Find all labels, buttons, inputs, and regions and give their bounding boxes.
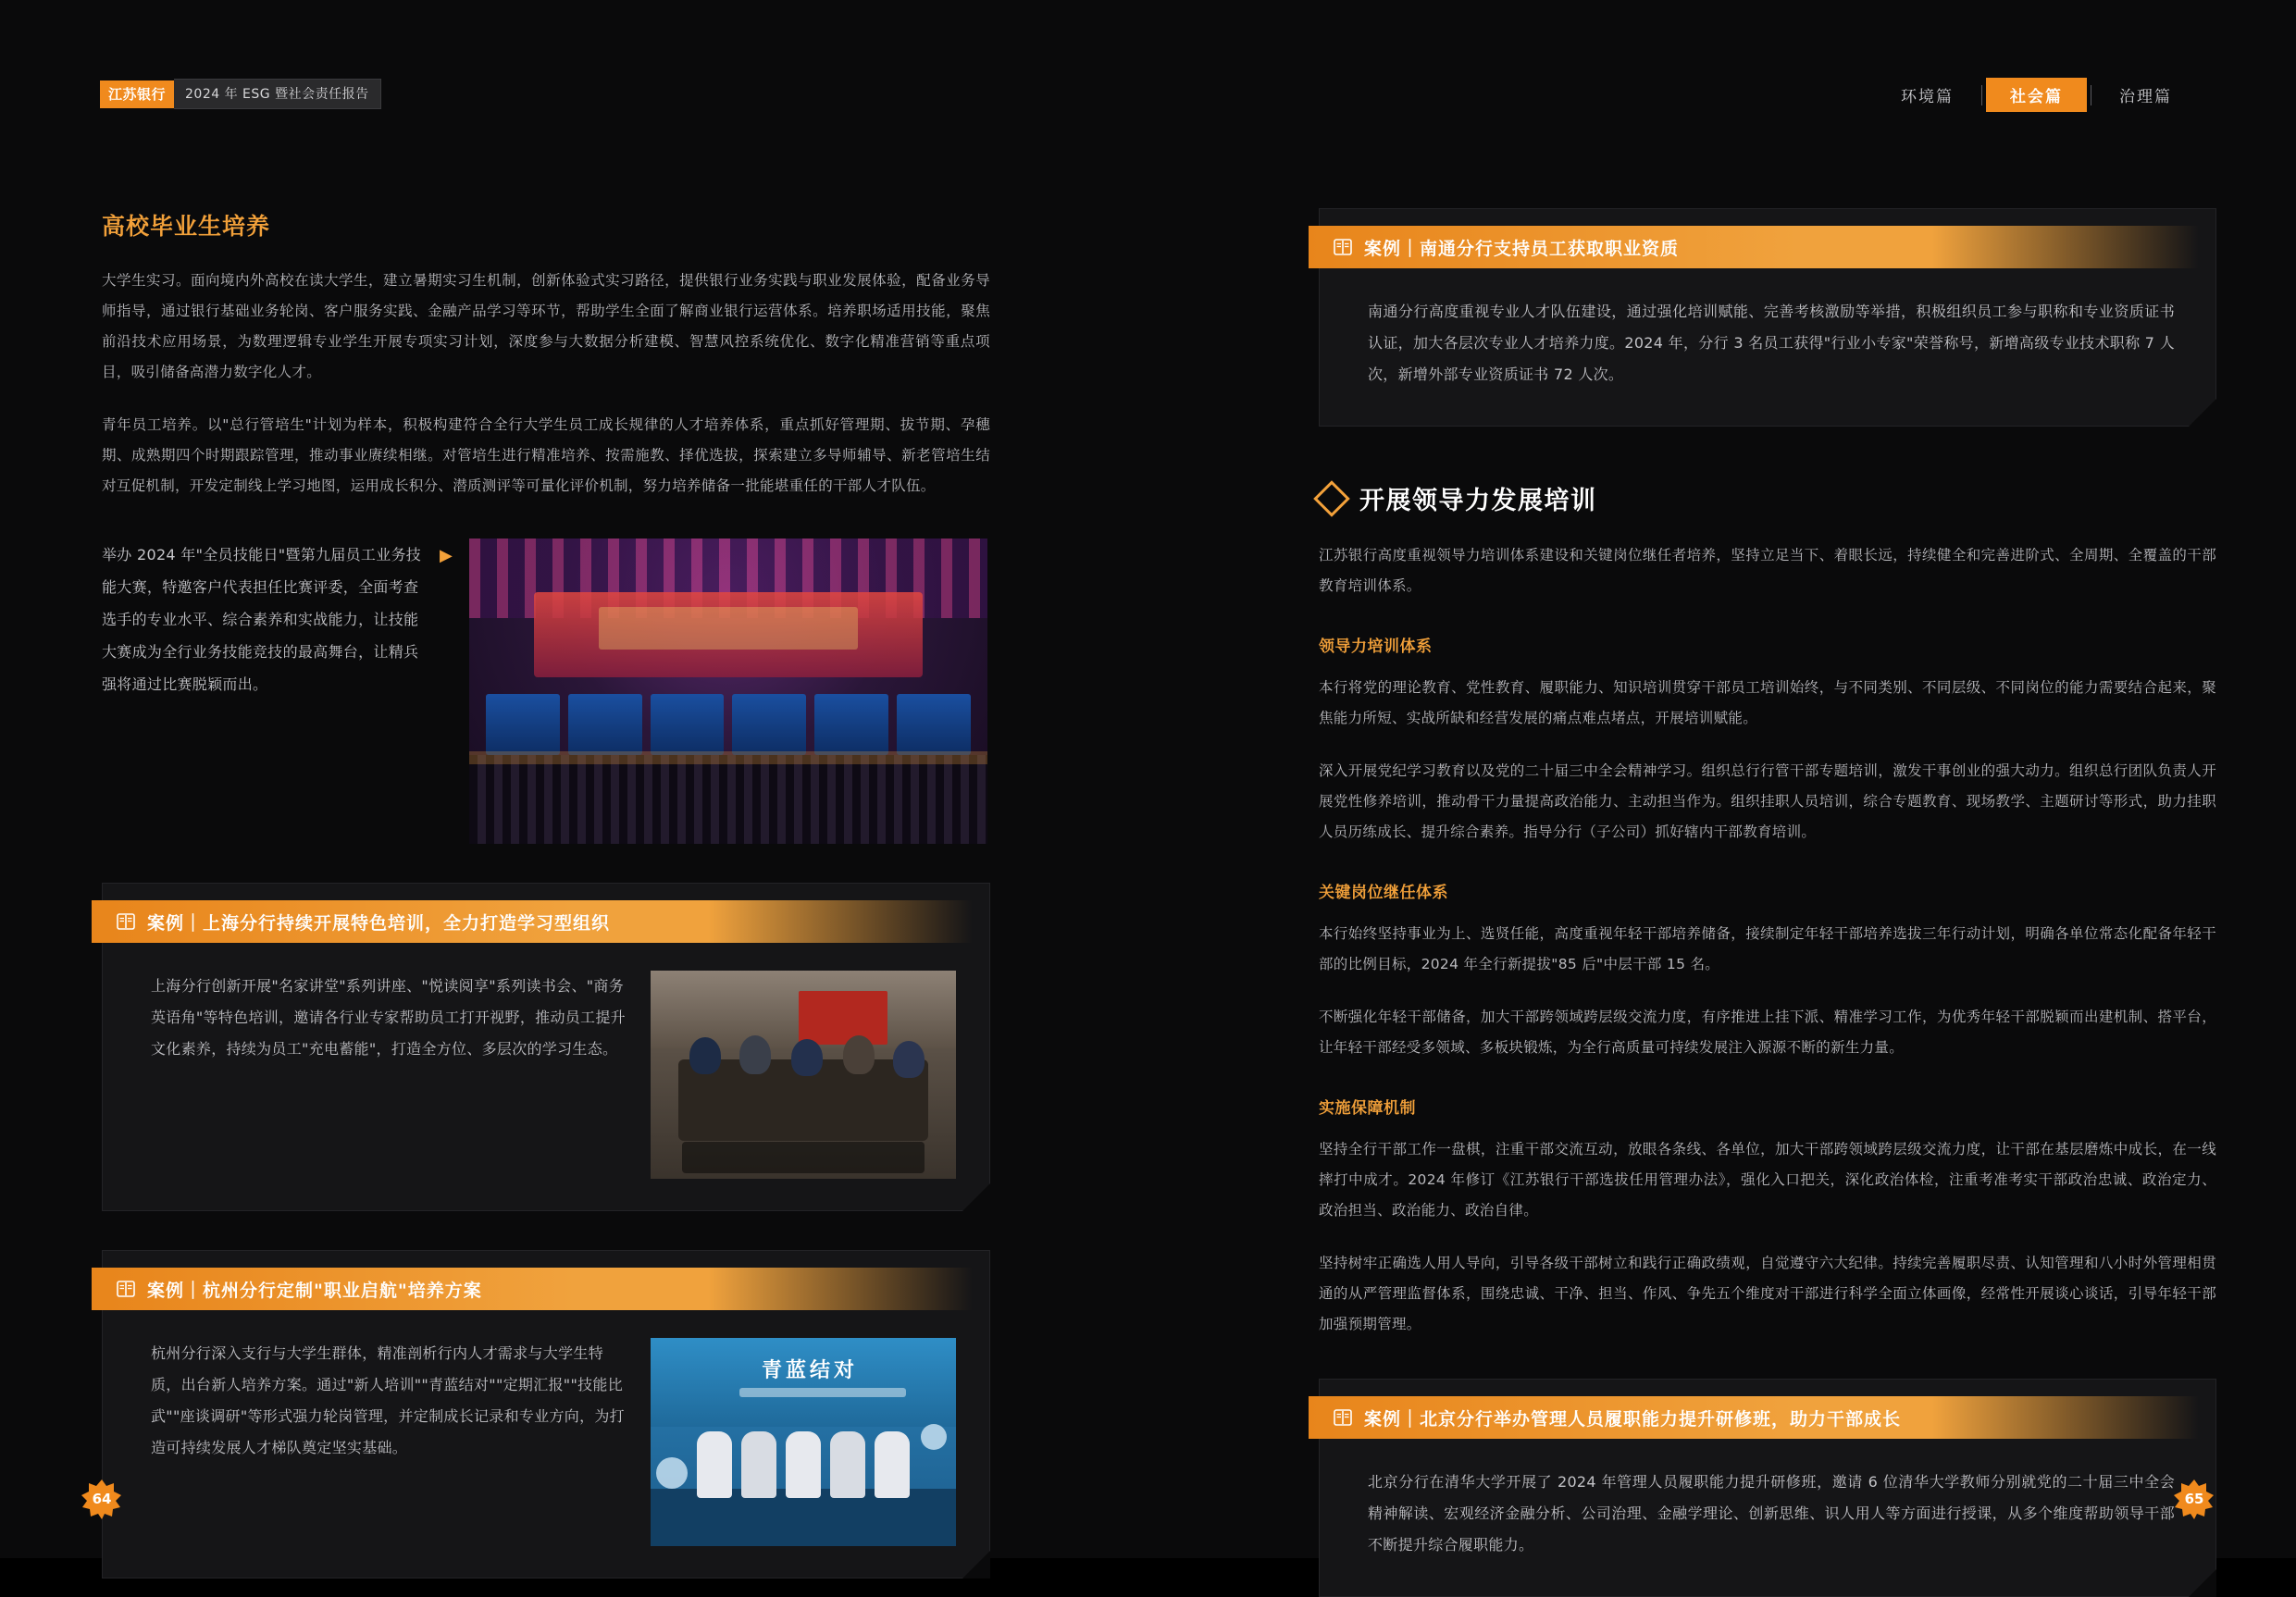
caption-photo-row	[102, 539, 990, 844]
page-number-right	[2174, 1479, 2215, 1519]
photo-caption: 举办 2024 年"全员技能日"暨第九届员工业务技能大赛，特邀客户代表担任比赛评委，全面考查选手的专业水平、综合素养和实战能力，让技能大赛成为全行业务技能竞技的最高舞台，让精兵强将通过比赛脱颖而出。	[102, 546, 422, 693]
paragraph: 大学生实习。面向境内外高校在读大学生，建立暑期实习生机制，创新体验式实习路径，提供银行业务实践与职业发展体验，配备业务导师指导，通过银行基础业务轮岗、客户服务实践、金融产品学习等环节，帮助学生全面了解商业银行运营体系。培养职场适用技能，聚焦前沿技术应用场景，为数理逻辑专业学生开展专项实习计划，深度参与大数据分析建模、智慧风控系统优化、数字化精准营销等重点项目，吸引储备高潜力数字化人才。	[102, 272, 990, 380]
book-icon	[1333, 237, 1353, 257]
book-icon	[116, 1279, 136, 1299]
page-header	[0, 0, 2296, 137]
case-text: 北京分行在清华大学开展了 2024 年管理人员履职能力提升研修班，邀请 6 位清华大学教师分别就党的二十届三中全会精神解读、宏观经济金融分析、公司治理、金融学理论、创新思维、识人用人等方面进行授课，从多个维度帮助领导干部不断提升综合履职能力。	[1368, 1473, 2175, 1554]
nav-item-social[interactable]: 社会篇	[1986, 78, 2087, 112]
page-number-text: 65	[2184, 1491, 2204, 1507]
case-text: 南通分行高度重视专业人才队伍建设，通过强化培训赋能、完善考核激励等举措，积极组织员工参与职称和专业资质证书认证，加大各层次专业人才培养力度。2024 年，分行 3 名员工获得"行业小专家"荣誉称号，新增高级专业技术职称 7 人次，新增外部专业资质证书 72 人次。	[1368, 303, 2175, 383]
photo-mentorship-ceremony	[651, 1338, 956, 1546]
paragraph: 本行始终坚持事业为上、选贤任能，高度重视年轻干部培养储备，接续制定年轻干部培养选拔三年行动计划，明确各单位常态化配备年轻干部的比例目标，2024 年全行新提拔"85 后"中层干部 15 名。	[1319, 925, 2216, 972]
subheading-succession-system: 关键岗位继任体系	[1319, 884, 1448, 902]
case-header	[1309, 226, 2199, 268]
photo-banner-text: 青蓝结对	[762, 1359, 859, 1382]
case-card-nantong	[1319, 208, 2216, 427]
page-number-left	[81, 1479, 122, 1519]
case-body-row	[103, 1310, 989, 1578]
right-column	[1319, 208, 2216, 1597]
left-column	[102, 208, 990, 1578]
case-text: 上海分行创新开展"名家讲堂"系列讲座、"悦读阅享"系列读书会、"商务英语角"等特色培训，邀请各行业专家帮助员工打开视野，推动员工提升文化素养，持续为员工"充电蓄能"，打造全方位、多层次的学习生态。	[151, 977, 626, 1058]
brand-name: 江苏银行	[100, 80, 174, 108]
case-body-row	[103, 943, 989, 1210]
report-name: 2024 年 ESG 暨社会责任报告	[174, 79, 381, 109]
paragraph: 坚持全行干部工作一盘棋，注重干部交流互动，放眼各条线、各单位，加大干部跨领域跨层级交流力度，让干部在基层磨炼中成长，在一线摔打中成才。2024 年修订《江苏银行干部选拔任用管理办法》，强化入口把关，深化政治体检，注重考准考实干部政治忠诚、政治定力、政治担当、政治能力、政治自律。	[1319, 1141, 2216, 1219]
case-header	[1309, 1396, 2199, 1439]
section-nav	[1877, 78, 2196, 112]
photo-skill-competition	[469, 539, 987, 844]
nav-item-environment[interactable]: 环境篇	[1901, 88, 1954, 106]
subheading-safeguard-mechanism: 实施保障机制	[1319, 1099, 1416, 1118]
arrow-right-icon: ▶	[440, 546, 453, 565]
paragraph: 深入开展党纪学习教育以及党的二十届三中全会精神学习。组织总行行管干部专题培训，激发干事创业的强大动力。组织总行团队负责人开展党性修养培训，推动骨干力量提高政治能力、主动担当作为。组织挂职人员培训，综合专题教育、现场教学、主题研讨等形式，助力挂职人员历练成长、提升综合素养。指导分行（子公司）抓好辖内干部教育培训。	[1319, 762, 2216, 840]
paragraph: 江苏银行高度重视领导力培训体系建设和关键岗位继任者培养，坚持立足当下、着眼长远，持续健全和完善进阶式、全周期、全覆盖的干部教育培训体系。	[1319, 547, 2216, 594]
case-card-beijing	[1319, 1379, 2216, 1597]
book-icon	[1333, 1407, 1353, 1428]
case-title: 案例｜杭州分行定制"职业启航"培养方案	[147, 1280, 482, 1301]
paragraph: 不断强化年轻干部储备，加大干部跨领域跨层级交流力度，有序推进上挂下派、精准学习工作，为优秀年轻干部脱颖而出建机制、搭平台，让年轻干部经受多领域、多板块锻炼，为全行高质量可持续发展注入源源不断的新生力量。	[1319, 1009, 2216, 1056]
page-title: 高校毕业生培养	[102, 213, 271, 240]
nav-divider	[1981, 85, 1982, 105]
case-title: 案例｜南通分行支持员工获取职业资质	[1364, 238, 1680, 259]
case-text: 杭州分行深入支行与大学生群体，精准剖析行内人才需求与大学生特质，出台新人培养方案。通过"新人培训""青蓝结对""定期汇报""技能比武""座谈调研"等形式强力轮岗管理，并定制成长记录和专业方向，为打造可持续发展人才梯队奠定坚实基础。	[151, 1344, 625, 1456]
book-icon	[116, 911, 136, 932]
section-title: 开展领导力发展培训	[1359, 487, 1597, 515]
case-title: 案例｜北京分行举办管理人员履职能力提升研修班，助力干部成长	[1364, 1408, 1902, 1430]
case-title: 案例｜上海分行持续开展特色培训，全力打造学习型组织	[147, 912, 611, 934]
case-card-shanghai	[102, 883, 990, 1211]
paragraph: 青年员工培养。以"总行管培生"计划为样本，积极构建符合全行大学生员工成长规律的人才培养体系，重点抓好管理期、拔节期、孕穗期、成熟期四个时期跟踪管理，推动事业赓续相继。对管培生进行精准培养、按需施教、择优选拔，探索建立多导师辅导、新老管培生结对互促机制，开发定制线上学习地图，运用成长积分、潜质测评等可量化评价机制，努力培养储备一批能堪重任的干部人才队伍。	[102, 416, 990, 494]
diamond-icon	[1313, 480, 1350, 517]
paragraph: 坚持树牢正确选人用人导向，引导各级干部树立和践行正确政绩观，自觉遵守六大纪律。持续完善履职尽责、认知管理和八小时外管理相贯通的从严管理监督体系，围绕忠诚、干净、担当、作风、争先五个维度对干部进行科学全面立体画像，经常性开展谈心谈话，引导年轻干部加强预期管理。	[1319, 1255, 2216, 1332]
page-number-text: 64	[92, 1491, 112, 1507]
brand-block	[100, 79, 381, 109]
section-heading-leadership	[1319, 480, 2216, 516]
subheading-training-system: 领导力培训体系	[1319, 638, 1433, 656]
nav-item-governance[interactable]: 治理篇	[2119, 88, 2172, 106]
case-card-hangzhou	[102, 1250, 990, 1578]
paragraph: 本行将党的理论教育、党性教育、履职能力、知识培训贯穿干部员工培训始终，与不同类别、不同层级、不同岗位的能力需要结合起来，聚焦能力所短、实战所缺和经营发展的痛点难点堵点，开展培训赋能。	[1319, 679, 2216, 726]
photo-reading-club	[651, 971, 956, 1179]
case-header	[92, 1268, 973, 1310]
case-header	[92, 900, 973, 943]
